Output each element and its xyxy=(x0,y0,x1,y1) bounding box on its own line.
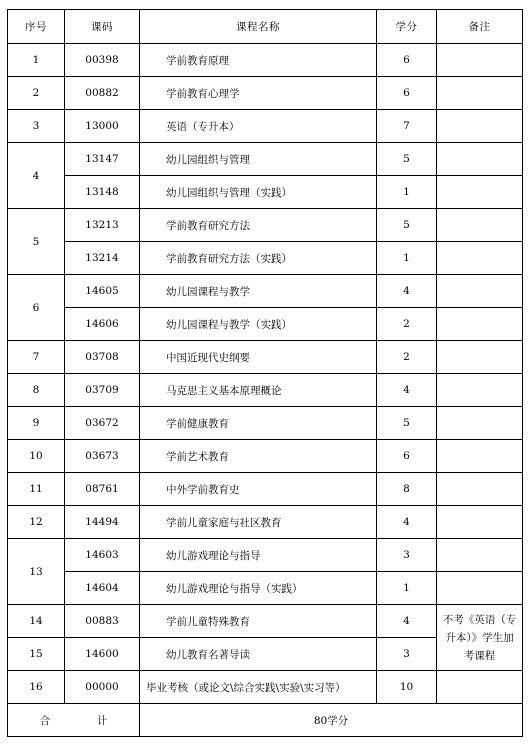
table-row xyxy=(8,473,523,506)
table-row xyxy=(8,77,523,110)
credit-cell: 8 xyxy=(377,473,437,506)
seq-cell: 5 xyxy=(8,209,65,275)
header-credit: 学分 xyxy=(377,10,437,44)
code-cell: 14600 xyxy=(65,638,140,671)
credit-cell: 3 xyxy=(377,539,437,572)
course-name-cell: 学前艺术教育 xyxy=(140,440,377,473)
seq-cell: 2 xyxy=(8,77,65,110)
seq-cell: 1 xyxy=(8,44,65,77)
note-cell xyxy=(437,671,523,704)
note-cell xyxy=(437,407,523,440)
course-name-cell: 学前教育原理 xyxy=(140,44,377,77)
seq-cell: 16 xyxy=(8,671,65,704)
note-line: 不考《英语（专 xyxy=(442,613,517,626)
note-line: 升本）》学生加 xyxy=(445,631,514,644)
code-cell: 03672 xyxy=(65,407,140,440)
note-cell xyxy=(437,308,523,341)
code-cell: 14604 xyxy=(65,572,140,605)
seq-cell: 14 xyxy=(8,605,65,638)
seq-cell: 4 xyxy=(8,143,65,209)
table-row xyxy=(8,341,523,374)
table-row xyxy=(8,176,523,209)
course-name-cell: 英语（专升本） xyxy=(140,110,377,143)
course-table xyxy=(7,9,523,737)
credit-cell: 6 xyxy=(377,44,437,77)
note-cell xyxy=(437,473,523,506)
code-cell: 08761 xyxy=(65,473,140,506)
seq-cell: 3 xyxy=(8,110,65,143)
table-row xyxy=(8,308,523,341)
note-cell xyxy=(437,506,523,539)
course-name-cell: 中国近现代史纲要 xyxy=(140,341,377,374)
table-row xyxy=(8,572,523,605)
table-row xyxy=(8,143,523,176)
credit-cell: 4 xyxy=(377,275,437,308)
credit-cell: 5 xyxy=(377,407,437,440)
table-row xyxy=(8,440,523,473)
credit-cell: 3 xyxy=(377,638,437,671)
code-cell: 00398 xyxy=(65,44,140,77)
seq-cell: 15 xyxy=(8,638,65,671)
code-cell: 14606 xyxy=(65,308,140,341)
credit-cell: 2 xyxy=(377,308,437,341)
code-cell: 13213 xyxy=(65,209,140,242)
table-row xyxy=(8,539,523,572)
course-name-cell: 马克思主义基本原理概论 xyxy=(140,374,377,407)
table-row xyxy=(8,44,523,77)
course-name-cell: 学前教育研究方法（实践） xyxy=(140,242,377,275)
table-row xyxy=(8,671,523,704)
credit-cell: 7 xyxy=(377,110,437,143)
course-table-sheet xyxy=(7,9,523,737)
note-cell xyxy=(437,209,523,242)
code-cell: 13000 xyxy=(65,110,140,143)
code-cell: 13148 xyxy=(65,176,140,209)
note-cell xyxy=(437,341,523,374)
note-cell xyxy=(437,572,523,605)
course-name-cell: 幼儿园组织与管理 xyxy=(140,143,377,176)
code-cell: 03673 xyxy=(65,440,140,473)
code-cell: 03709 xyxy=(65,374,140,407)
table-row xyxy=(8,110,523,143)
credit-cell: 2 xyxy=(377,341,437,374)
note-cell xyxy=(437,374,523,407)
note-line: 考课程 xyxy=(463,649,496,662)
note-cell xyxy=(437,77,523,110)
course-name-cell: 学前儿童特殊教育 xyxy=(140,605,377,638)
credit-cell: 5 xyxy=(377,209,437,242)
code-cell: 13214 xyxy=(65,242,140,275)
seq-cell: 13 xyxy=(8,539,65,605)
course-name-cell: 中外学前教育史 xyxy=(140,473,377,506)
table-row xyxy=(8,242,523,275)
course-name-cell: 学前健康教育 xyxy=(140,407,377,440)
code-cell: 13147 xyxy=(65,143,140,176)
note-cell xyxy=(437,539,523,572)
code-cell: 14603 xyxy=(65,539,140,572)
course-name-cell: 幼儿园课程与教学 xyxy=(140,275,377,308)
note-cell xyxy=(437,44,523,77)
seq-cell: 10 xyxy=(8,440,65,473)
code-cell: 14494 xyxy=(65,506,140,539)
code-cell: 00000 xyxy=(65,671,140,704)
code-cell: 14605 xyxy=(65,275,140,308)
course-name-cell: 幼儿园组织与管理（实践） xyxy=(140,176,377,209)
note-cell xyxy=(437,275,523,308)
seq-cell: 9 xyxy=(8,407,65,440)
header-note: 备注 xyxy=(437,10,523,44)
table-row xyxy=(8,506,523,539)
table-row xyxy=(8,275,523,308)
course-name-cell: 学前教育心理学 xyxy=(140,77,377,110)
credit-cell: 1 xyxy=(377,242,437,275)
credit-cell: 1 xyxy=(377,176,437,209)
table-row xyxy=(8,407,523,440)
seq-cell: 7 xyxy=(8,341,65,374)
total-label-right: 计 xyxy=(96,714,108,727)
course-name-cell: 幼儿游戏理论与指导 xyxy=(140,539,377,572)
total-label-cell xyxy=(8,704,140,737)
seq-cell: 12 xyxy=(8,506,65,539)
table-row xyxy=(8,605,523,638)
header-row xyxy=(8,10,523,44)
credit-cell: 5 xyxy=(377,143,437,176)
header-code: 课码 xyxy=(65,10,140,44)
header-name: 课程名称 xyxy=(140,10,377,44)
header-seq: 序号 xyxy=(8,10,65,44)
note-cell xyxy=(437,242,523,275)
note-cell xyxy=(437,440,523,473)
credit-cell: 10 xyxy=(377,671,437,704)
credit-cell: 4 xyxy=(377,506,437,539)
course-name-cell: 幼儿园课程与教学（实践） xyxy=(140,308,377,341)
credit-cell: 1 xyxy=(377,572,437,605)
seq-cell: 8 xyxy=(8,374,65,407)
credit-cell: 4 xyxy=(377,605,437,638)
seq-cell: 11 xyxy=(8,473,65,506)
code-cell: 03708 xyxy=(65,341,140,374)
total-value-cell: 80学分 xyxy=(140,704,523,737)
table-row xyxy=(8,374,523,407)
note-cell xyxy=(437,176,523,209)
note-cell xyxy=(437,110,523,143)
course-name-cell: 幼儿教育名著导读 xyxy=(140,638,377,671)
credit-cell: 4 xyxy=(377,374,437,407)
seq-cell: 6 xyxy=(8,275,65,341)
code-cell: 00882 xyxy=(65,77,140,110)
total-row xyxy=(8,704,523,737)
course-name-cell: 幼儿游戏理论与指导（实践） xyxy=(140,572,377,605)
credit-cell: 6 xyxy=(377,440,437,473)
table-row xyxy=(8,209,523,242)
course-name-cell: 毕业考核（或论文\综合实践\实验\实习等） xyxy=(140,671,377,704)
credit-cell: 6 xyxy=(377,77,437,110)
total-label-left: 合 xyxy=(39,714,51,727)
note-cell xyxy=(437,143,523,176)
course-name-cell: 学前教育研究方法 xyxy=(140,209,377,242)
code-cell: 00883 xyxy=(65,605,140,638)
course-name-cell: 学前儿童家庭与社区教育 xyxy=(140,506,377,539)
note-cell-extra-courses xyxy=(437,605,523,671)
